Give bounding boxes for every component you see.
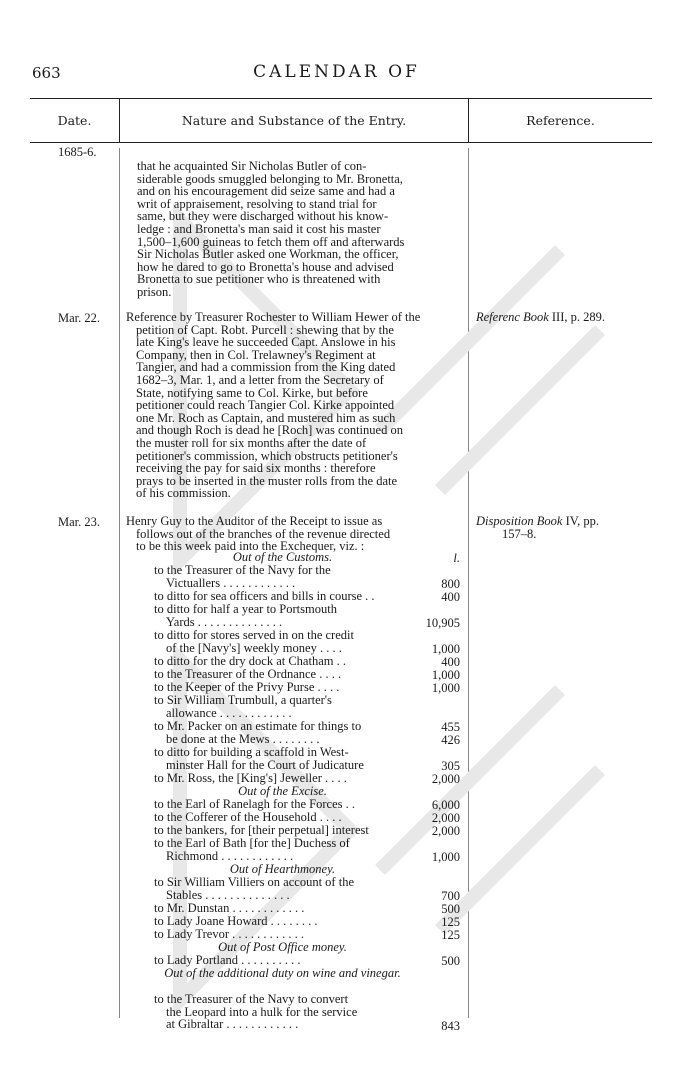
item-amount: 1,000 (431, 642, 460, 656)
reference-page: IV, pp. (562, 514, 600, 528)
item-amount: 843 (441, 1019, 460, 1033)
text-line: ledge : and Bronetta's man said it cost his master (137, 221, 381, 236)
item-amount: 500 (441, 954, 460, 968)
text-line: Company, then in Col. Trelawney's Regiment at (136, 347, 376, 362)
list-item: to the bankers, for [their perpetual] interest (154, 823, 369, 837)
item-amount: 10,905 (425, 616, 460, 630)
item-amount: 6,000 (431, 798, 460, 812)
item-line: Richmond . . . . . . . . . . . . (166, 848, 294, 863)
entry-date: 1685-6. (58, 145, 97, 159)
item-line: at Gibraltar . . . . . . . . . . . . (166, 1017, 299, 1032)
text-line: prison. (137, 284, 172, 299)
text-line: that he acquainted Sir Nicholas Butler of con- (137, 159, 367, 173)
item-line: to the Earl of Bath [for the] Duchess of (154, 836, 350, 850)
text-line: the muster roll for six months after the date of (136, 435, 367, 450)
reference-book: Referenc Book (476, 310, 549, 324)
text-line: one Mr. Roch as Captain, and mustered him as such (136, 410, 396, 425)
list-item (154, 993, 411, 1031)
reference-page: III, p. 289. (548, 310, 606, 324)
list-item: to Lady Trevor . . . . . . . . . . . . (154, 927, 304, 941)
page-number: 663 (32, 64, 61, 82)
header-nature: Nature and Substance of the Entry. (181, 113, 407, 128)
list-item: to Mr. Dunstan . . . . . . . . . . . . (154, 901, 305, 915)
text-line: Sir Nicholas Butler asked one Workman, the officer, (137, 247, 399, 262)
entry-date: Mar. 22. (58, 311, 101, 325)
section-heading: Out of the Excise. (238, 784, 327, 798)
section-heading: Out of the Customs. (232, 550, 333, 564)
list-item: to ditto for sea officers and bills in course . . (154, 589, 375, 603)
entry-text-2 (126, 311, 462, 500)
list-item (154, 837, 411, 862)
list-item (154, 746, 411, 771)
header-date: Date. (57, 113, 92, 128)
item-amount: 2,000 (431, 772, 460, 786)
item-line: minster Hall for the Court of Judicature (166, 757, 364, 772)
item-line: be done at the Mews . . . . . . . . (166, 732, 320, 746)
item-line: to ditto for building a scaffold in West- (154, 745, 349, 759)
text-line: siderable goods smuggled belonging to Mr. Bronetta, (137, 171, 403, 186)
item-amount: 400 (441, 590, 460, 604)
text-line: petitioner's commission, which obstructs petitioner's (136, 448, 398, 463)
item-amount: 700 (441, 889, 460, 903)
item-line: to Sir William Trumbull, a quarter's (154, 693, 332, 707)
list-item (154, 564, 411, 589)
entry-text-1 (137, 160, 463, 299)
text-line: 1682–3, Mar. 1, and a letter from the Secretary of (136, 372, 384, 387)
text-line: and on his encouragement did seize same and had a (137, 184, 395, 199)
item-line: Stables . . . . . . . . . . . . . . (166, 887, 290, 902)
item-amount: 800 (441, 577, 460, 591)
text-line: and though Roch is dead he [Roch] was continued on (136, 423, 403, 438)
text-line: State, notifying same to Col. Kirke, but before (136, 385, 368, 400)
text-line: Bronetta to sue petitioner who is threatened with (137, 272, 381, 287)
reference-page-cont: 157–8. (502, 526, 537, 541)
entry-date: Mar. 23. (58, 515, 101, 529)
list-item: to Lady Portland . . . . . . . . . . (154, 953, 301, 967)
entry-reference (476, 515, 656, 540)
text-line: to be this week paid into the Exchequer, viz. : (136, 539, 365, 554)
text-line: petition of Capt. Robt. Purcell : shewing that by the (136, 322, 394, 337)
item-amount: 125 (441, 928, 460, 942)
text-line: writ of appraisement, resolving to stand trial for (137, 196, 377, 211)
list-item: to the Keeper of the Privy Purse . . . . (154, 680, 340, 694)
list-item (154, 603, 411, 628)
section-heading: Out of the additional duty on wine and vinegar. (164, 966, 401, 980)
item-line: to the Treasurer of the Navy for the (154, 563, 331, 577)
list-item (154, 720, 411, 733)
text-line: petitioner could reach Tangier Col. Kirke appointed (136, 398, 395, 413)
text-line: follows out of the branches of the revenue directed (136, 526, 391, 541)
section-heading: Out of Hearthmoney. (229, 862, 336, 876)
column-divider-right (468, 148, 469, 1018)
item-line: to Mr. Packer on an estimate for things to (154, 719, 362, 733)
item-line: to ditto for half a year to Portsmouth (154, 602, 337, 616)
column-divider-left (119, 148, 120, 1018)
entry-text-3 (126, 515, 462, 553)
header-top-rule (30, 98, 652, 99)
list-item: to Lady Joane Howard . . . . . . . . (154, 914, 318, 928)
item-amount: 2,000 (431, 811, 460, 825)
item-line: the Leopard into a hulk for the service (166, 1004, 358, 1019)
page-title: CALENDAR OF (253, 62, 420, 82)
item-line: of the [Navy's] weekly money . . . . (166, 640, 342, 655)
section-heading: Out of Post Office money. (218, 940, 347, 954)
text-line: of his commission. (136, 486, 231, 501)
unit-label: l. (453, 551, 460, 565)
text-line: Tangier, and had a commission from the King dated (136, 360, 396, 375)
item-amount: 400 (441, 655, 460, 669)
item-line: to Sir William Villiers on account of the (154, 875, 354, 889)
text-line: Henry Guy to the Auditor of the Receipt to issue as (126, 514, 383, 528)
header-bottom-rule (30, 142, 652, 143)
item-amount: 305 (441, 759, 460, 773)
item-line: allowance . . . . . . . . . . . . (166, 705, 292, 720)
item-amount: 125 (441, 915, 460, 929)
list-item: to the Cofferer of the Household . . . . (154, 810, 342, 824)
list-item (154, 876, 411, 901)
list-item: to the Treasurer of the Ordnance . . . . (154, 667, 342, 681)
item-amount: 426 (441, 733, 460, 747)
item-amount: 500 (441, 902, 460, 916)
list-item (154, 629, 411, 654)
item-line: Victuallers . . . . . . . . . . . . (166, 575, 296, 590)
list-item: to Mr. Ross, the [King's] Jeweller . . . . (154, 771, 347, 785)
text-line: receiving the pay for said six months : therefore (136, 461, 376, 476)
item-line: Yards . . . . . . . . . . . . . . (166, 614, 283, 629)
item-line: to ditto for stores served in on the credit (154, 628, 354, 642)
text-line: prays to be inserted in the muster rolls from the date (136, 473, 398, 488)
item-amount: 1,000 (431, 850, 460, 864)
item-amount: 455 (441, 720, 460, 734)
text-line: how he dared to go to Bronetta's house and advised (137, 259, 394, 274)
item-amount: 1,000 (431, 668, 460, 682)
entry-reference (476, 311, 656, 324)
list-item (154, 733, 411, 746)
list-item: to ditto for the dry dock at Chatham . . (154, 654, 346, 668)
item-amount: 2,000 (431, 824, 460, 838)
item-line: to the Treasurer of the Navy to convert (154, 992, 349, 1006)
list-item: to the Earl of Ranelagh for the Forces . . (154, 797, 355, 811)
reference-book: Disposition Book (476, 514, 563, 528)
text-line: late King's leave he succeeded Capt. Anslowe in his (136, 335, 396, 350)
list-item (154, 694, 411, 719)
header-reference: Reference. (526, 113, 595, 128)
text-line: same, but they were discharged without his know- (137, 209, 389, 224)
text-line: Reference by Treasurer Rochester to William Hewer of the (126, 310, 421, 324)
text-line: 1,500–1,600 guineas to fetch them off and afterwards (137, 234, 405, 249)
item-amount: 1,000 (431, 681, 460, 695)
